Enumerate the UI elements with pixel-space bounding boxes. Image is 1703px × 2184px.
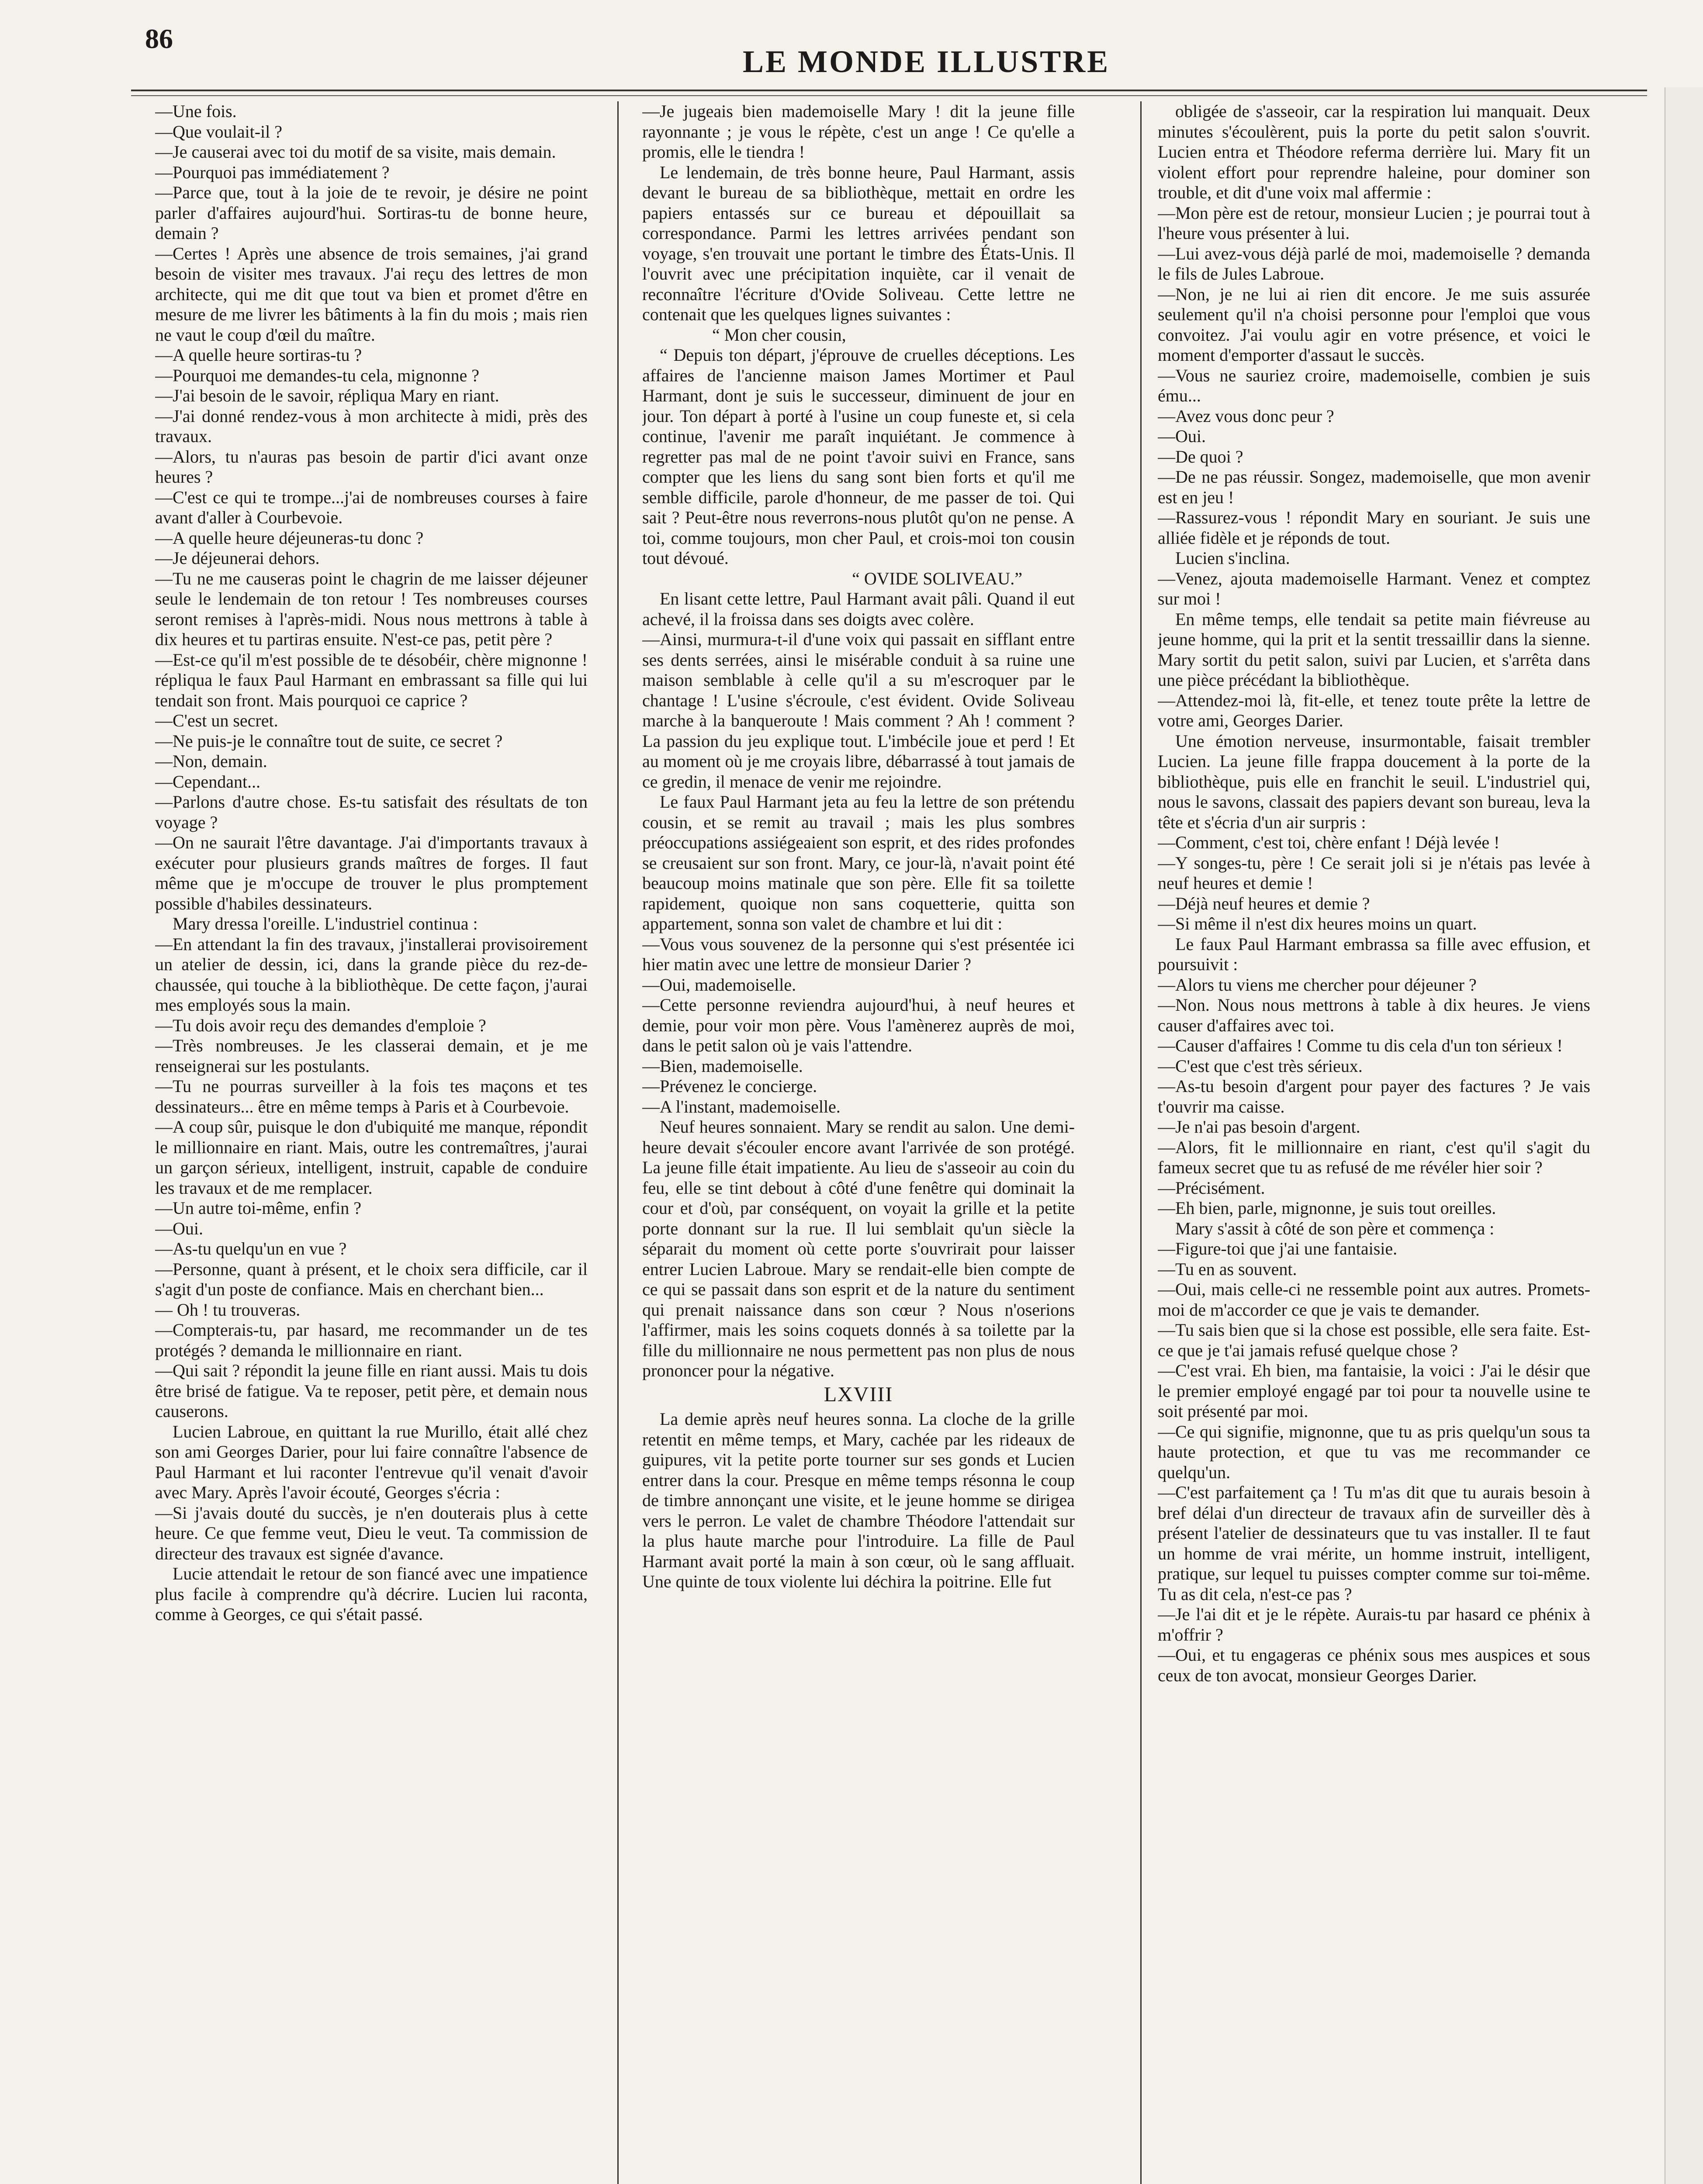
header-rule-thin	[131, 95, 1647, 96]
paragraph: —As-tu quelqu'un en vue ?	[155, 1239, 347, 1258]
paragraph: —C'est parfaitement ça ! Tu m'as dit que tu aurais besoin à bref délai d'un directeur de travaux afin de surveiller dès à présent l'atelier de dessinateurs que tu vas installer. Il te faut un homme de vrai mérite, un homme instruit, intelligent, pratique, sur lequel tu puisses compter comme sur toi-même. Tu as dit cela, n'est-ce pas ?	[1158, 1482, 1590, 1604]
paragraph: Une émotion nerveuse, insurmontable, faisait trembler Lucien. La jeune fille frappa doucement à la porte de la bibliothèque, puis elle en franchit le seuil. L'industriel qui, nous le savons, classait des papiers devant son bureau, leva la tête et s'écria d'un air surpris :	[1158, 731, 1590, 832]
paragraph: —Je jugeais bien mademoiselle Mary ! dit la jeune fille rayonnante ; je vous le répète, c'est un ange ! Ce qu'elle a promis, elle le tiendra !	[642, 101, 1075, 162]
paragraph: La demie après neuf heures sonna. La cloche de la grille retentit en même temps, et Mary, cachée par les rideaux de guipures, vit la petite porte tourner sur ses gonds et Lucien entrer dans la cour. Presque en même temps résonna le coup de timbre annonçant une visite, et le jeune homme se dirigea vers le perron. Le valet de chambre Théodore l'attendait sur la plus haute marche pour l'introduire. La fille de Paul Harmant avait porté la main à son cœur, où le sang affluait. Une quinte de toux violente lui déchira la poitrine. Elle fut	[642, 1409, 1075, 1591]
paragraph: —Une fois.	[155, 101, 237, 121]
paragraph: —Est-ce qu'il m'est possible de te désobéir, chère mignonne ! répliqua le faux Paul Harmant en embrassant sa fille qui lui tendait son front. Mais pourquoi ce caprice ?	[155, 650, 588, 710]
paragraph: —Rassurez-vous ! répondit Mary en souriant. Je suis une alliée fidèle et je réponds de tout.	[1158, 508, 1590, 548]
paragraph: —J'ai besoin de le savoir, répliqua Mary en riant.	[155, 386, 499, 405]
paragraph: —Non, demain.	[155, 751, 267, 771]
header-rule	[131, 90, 1647, 91]
paragraph: —De ne pas réussir. Songez, mademoiselle, que mon avenir est en jeu !	[1158, 467, 1590, 507]
paragraph: —Précisément.	[1158, 1178, 1265, 1198]
paragraph: —Venez, ajouta mademoiselle Harmant. Venez et comptez sur moi !	[1158, 568, 1590, 608]
paragraph: —Certes ! Après une absence de trois semaines, j'ai grand besoin de visiter mes travaux. J'ai reçu des lettres de mon architecte, qui me dit que tout va bien et promet d'être en mesure de me livrer les bâtiments à la fin du mois ; mais rien ne vaut le coup d'œil du maître.	[155, 243, 588, 345]
paragraph: Mary dressa l'oreille. L'industriel continua :	[173, 914, 478, 933]
paragraph: —A quelle heure sortiras-tu ?	[155, 345, 362, 365]
paragraph: —Mon père est de retour, monsieur Lucien ; je pourrai tout à l'heure vous présenter à lui.	[1158, 203, 1590, 243]
paragraph: —Avez vous donc peur ?	[1158, 406, 1334, 426]
paragraph: Mary s'assit à côté de son père et commença :	[1175, 1218, 1495, 1238]
text-column-3	[1158, 101, 1590, 2184]
paragraph: —Je l'ai dit et je le répète. Aurais-tu par hasard ce phénix à m'offrir ?	[1158, 1604, 1590, 1645]
masthead-title: LE MONDE ILLUSTRE	[743, 44, 1110, 79]
paragraph: —Figure-toi que j'ai une fantaisie.	[1158, 1239, 1398, 1258]
paragraph: —J'ai donné rendez-vous à mon architecte à midi, près des travaux.	[155, 406, 588, 446]
paragraph: —Cette personne reviendra aujourd'hui, à neuf heures et demie, pour voir mon père. Vous l'amènerez auprès de moi, dans le petit salon où je vais l'attendre.	[642, 995, 1075, 1055]
paragraph: “ Depuis ton départ, j'éprouve de cruelles déceptions. Les affaires de l'ancienne maison James Mortimer et Paul Harmant, dont je suis le successeur, diminuent de jour en jour. Ton départ à porté à l'usine un coup funeste et, si cela continue, l'avenir me paraît inquiétant. Je commence à regretter pas mal de ne point t'avoir suivi en France, sans compter que les liens du sang sont bien forts et qu'il me semble difficile, parole d'honneur, de me passer de toi. Qui sait ? Peut-être nous reverrons-nous plutôt qu'on ne pense. A toi, comme toujours, mon cher Paul, et crois-moi ton cousin tout dévoué.	[642, 345, 1075, 568]
paragraph: —Ne puis-je le connaître tout de suite, ce secret ?	[155, 731, 503, 751]
paragraph: Le lendemain, de très bonne heure, Paul Harmant, assis devant le bureau de sa bibliothèque, mettait en ordre les papiers entassés sur ce bureau et dépouillait sa correspondance. Parmi les lettres arrivées pendant son voyage, s'en trouvait une portant le timbre des États-Unis. Il l'ouvrit avec une précipitation inquiète, car il venait de reconnaître l'écriture d'Ovide Soliveau. Cette lettre ne contenait que les quelques lignes suivantes :	[642, 162, 1075, 324]
paragraph: Lucien s'inclina.	[1175, 548, 1290, 568]
paragraph: —As-tu besoin d'argent pour payer des factures ? Je vais t'ouvrir ma caisse.	[1158, 1076, 1590, 1116]
paragraph: —Comment, c'est toi, chère enfant ! Déjà levée !	[1158, 833, 1500, 852]
paragraph: Le faux Paul Harmant embrassa sa fille avec effusion, et poursuivit :	[1158, 934, 1590, 974]
paragraph: —Pourquoi me demandes-tu cela, mignonne ?	[155, 365, 480, 385]
paragraph: —Je n'ai pas besoin d'argent.	[1158, 1117, 1360, 1137]
paragraph: —Ainsi, murmura-t-il d'une voix qui passait en sifflant entre ses dents serrées, ainsi le misérable conduit à sa ruine une maison semblable à celle qu'il a su m'escroquer par le chantage ! L'usine s'écroule, c'est évident. Ovide Soliveau marche à la banqueroute ! Mais comment ? Ah ! comment ? La passion du jeu explique tout. L'imbécile joue et perd ! Et au moment où je me croyais libre, débarrassé à tout jamais de ce gredin, il menace de venir me rejoindre.	[642, 629, 1075, 791]
paragraph: —C'est vrai. Eh bien, ma fantaisie, la voici : J'ai le désir que le premier employé engagé par toi pour ta nouvelle usine te soit présenté par moi.	[1158, 1361, 1590, 1421]
paragraph: —C'est un secret.	[155, 711, 278, 730]
paragraph: —De quoi ?	[1158, 446, 1243, 467]
paragraph: —Compterais-tu, par hasard, me recommander un de tes protégés ? demanda le millionnaire en riant.	[155, 1320, 588, 1360]
text-column-2	[642, 101, 1075, 2184]
text-column-1	[155, 101, 588, 2184]
paragraph: —Je causerai avec toi du motif de sa visite, mais demain.	[155, 142, 556, 162]
paragraph: —Tu dois avoir reçu des demandes d'emploie ?	[155, 1015, 486, 1035]
column-rule-right	[1140, 101, 1142, 2184]
paragraph: —Vous ne sauriez croire, mademoiselle, combien je suis ému...	[1158, 365, 1590, 405]
paragraph: —Ce qui signifie, mignonne, que tu as pris quelqu'un sous ta haute protection, et que tu vas me recommander ce quelqu'un.	[1158, 1421, 1590, 1482]
page-number: 86	[145, 23, 173, 54]
letter-salutation: “ Mon cher cousin,	[712, 325, 846, 345]
paragraph: —A coup sûr, puisque le don d'ubiquité me manque, répondit le millionnaire en riant. Mais, outre les contremaîtres, j'aurai un garçon sérieux, intelligent, instruit, capable de conduire les travaux et de me remplacer.	[155, 1117, 588, 1198]
paragraph: —Un autre toi-même, enfin ?	[155, 1198, 362, 1218]
paragraph: —Que voulait-il ?	[155, 121, 283, 142]
paragraph: —Déjà neuf heures et demie ?	[1158, 893, 1370, 913]
paragraph: —Eh bien, parle, mignonne, je suis tout oreilles.	[1158, 1198, 1496, 1218]
paragraph: —Alors, tu n'auras pas besoin de partir d'ici avant onze heures ?	[155, 446, 588, 487]
paragraph: —Attendez-moi là, fit-elle, et tenez toute prête la lettre de votre ami, Georges Darier.	[1158, 690, 1590, 730]
paragraph: —Très nombreuses. Je les classerai demain, et je me renseignerai sur les postulants.	[155, 1036, 588, 1076]
paragraph: —Oui.	[1158, 426, 1206, 446]
paragraph: —Tu sais bien que si la chose est possible, elle sera faite. Est-ce que je t'ai jamais refusé quelque chose ?	[1158, 1320, 1590, 1360]
adjacent-page-edge	[1665, 87, 1703, 2184]
paragraph: —On ne saurait l'être davantage. J'ai d'importants travaux à exécuter pour plusieurs grands maîtres de forges. Il faut même que je m'occupe de trouver le plus promptement possible d'habiles dessinateurs.	[155, 833, 588, 913]
paragraph: Lucie attendait le retour de son fiancé avec une impatience plus facile à comprendre qu'à décrire. Lucien lui raconta, comme à Georges, ce qui s'était passé.	[155, 1564, 588, 1624]
paragraph: —Vous vous souvenez de la personne qui s'est présentée ici hier matin avec une lettre de monsieur Darier ?	[642, 934, 1075, 974]
paragraph: obligée de s'asseoir, car la respiration lui manquait. Deux minutes s'écoulèrent, puis la porte du petit salon s'ouvrit. Lucien entra et Théodore referma derrière lui. Mary fit un violent effort pour reprendre haleine, pour dominer son trouble, et dit d'une voix mal affermie :	[1158, 101, 1590, 202]
column-rule-left	[617, 101, 619, 2184]
paragraph: —Je déjeunerai dehors.	[155, 548, 320, 568]
paragraph: Le faux Paul Harmant jeta au feu la lettre de son prétendu cousin, et se remit au travail ; mais les plus sombres préoccupations assiégeaient son esprit, et des rides profondes se creusaient sur son front. Mary, ce jour-là, n'avait point été beaucoup moins matinale que son père. Elle fit sa toilette rapidement, quoique non sans coquetterie, quitta son appartement, sonna son valet de chambre et lui dit :	[642, 792, 1075, 933]
paragraph: —Alors, fit le millionnaire en riant, c'est qu'il s'agit du fameux secret que tu as refusé de me révéler hier soir ?	[1158, 1137, 1590, 1177]
paragraph: —Oui.	[155, 1218, 203, 1238]
paragraph: —Tu en as souvent.	[1158, 1259, 1297, 1279]
paragraph: —Parce que, tout à la joie de te revoir, je désire ne point parler d'affaires aujourd'hui. Sortiras-tu de bonne heure, demain ?	[155, 183, 588, 243]
paragraph: —En attendant la fin des travaux, j'installerai provisoirement un atelier de dessin, ici, dans la grande pièce du rez-de-chaussée, qui touche à la bibliothèque. De cette façon, j'aurai mes employés sous la main.	[155, 934, 588, 1015]
paragraph: —Cependant...	[155, 771, 261, 791]
paragraph: —C'est ce qui te trompe...j'ai de nombreuses courses à faire avant d'aller à Courbevoie.	[155, 487, 588, 527]
paragraph: En même temps, elle tendait sa petite main fiévreuse au jeune homme, qui la prit et la sentit tressaillir dans la sienne. Mary sortit du petit salon, suivi par Lucien, et s'arrêta dans une pièce précédant la bibliothèque.	[1158, 609, 1590, 690]
paragraph: — Oh ! tu trouveras.	[155, 1299, 301, 1320]
paragraph: Lucien Labroue, en quittant la rue Murillo, était allé chez son ami Georges Darier, pour lui faire connaître l'absence de Paul Harmant et lui raconter l'entrevue qu'il venait d'avoir avec Mary. Après l'avoir écouté, Georges s'écria :	[155, 1421, 588, 1502]
paragraph: —Si j'avais douté du succès, je n'en douterais plus à cette heure. Ce que femme veut, Dieu le veut. Ta commission de directeur des travaux est signée d'avance.	[155, 1503, 588, 1563]
paragraph: —Si même il n'est dix heures moins un quart.	[1158, 914, 1477, 933]
paragraph: —Causer d'affaires ! Comme tu dis cela d'un ton sérieux !	[1158, 1036, 1563, 1055]
chapter-heading: LXVIII	[824, 1382, 893, 1406]
paragraph: —Prévenez le concierge.	[642, 1076, 817, 1096]
paragraph: —Bien, mademoiselle.	[642, 1056, 803, 1076]
paragraph: —Qui sait ? répondit la jeune fille en riant aussi. Mais tu dois être brisé de fatigue. Va te reposer, petit père, et demain nous causerons.	[155, 1361, 588, 1421]
paragraph: —Oui, et tu engageras ce phénix sous mes auspices et sous ceux de ton avocat, monsieur Georges Darier.	[1158, 1645, 1590, 1685]
paragraph: —Personne, quant à présent, et le choix sera difficile, car il s'agit d'un poste de confiance. Mais en cherchant bien...	[155, 1259, 588, 1299]
paragraph: —Non. Nous nous mettrons à table à dix heures. Je viens causer d'affaires avec toi.	[1158, 995, 1590, 1035]
paragraph: —C'est que c'est très sérieux.	[1158, 1056, 1363, 1076]
paragraph: En lisant cette lettre, Paul Harmant avait pâli. Quand il eut achevé, il la froissa dans ses doigts avec colère.	[642, 589, 1075, 629]
paragraph: —Oui, mais celle-ci ne ressemble point aux autres. Promets-moi de m'accorder ce que je vais te demander.	[1158, 1279, 1590, 1320]
paragraph: —Pourquoi pas immédiatement ?	[155, 162, 390, 182]
paragraph: —Lui avez-vous déjà parlé de moi, mademoiselle ? demanda le fils de Jules Labroue.	[1158, 243, 1590, 283]
paragraph: —Y songes-tu, père ! Ce serait joli si je n'étais pas levée à neuf heures et demie !	[1158, 853, 1590, 893]
paragraph: Neuf heures sonnaient. Mary se rendit au salon. Une demi-heure devait s'écouler encore avant l'arrivée de son protégé. La jeune fille était impatiente. Au lieu de s'asseoir au coin du feu, elle se tint debout à côté d'une fenêtre qui dominait la cour et d'où, par conséquent, on voyait la grille et la petite porte donnant sur la rue. Il lui semblait qu'un siècle la séparait du moment où cette porte s'ouvrirait pour laisser entrer Lucien Labroue. Mary se rendait-elle bien compte de ce qui se passait dans son esprit et de la nature du sentiment qui prenait naissance dans son cœur ? Nous n'oserions l'affirmer, mais les soins coquets donnés à sa toilette par la fille du millionnaire ne nous permettent pas non plus de nous prononcer pour la négative.	[642, 1117, 1075, 1380]
paragraph: —Oui, mademoiselle.	[642, 975, 796, 995]
paragraph: —A quelle heure déjeuneras-tu donc ?	[155, 528, 424, 548]
paragraph: —A l'instant, mademoiselle.	[642, 1096, 841, 1116]
paragraph: —Tu ne pourras surveiller à la fois tes maçons et tes dessinateurs... être en même temps à Paris et à Courbevoie.	[155, 1076, 588, 1116]
paragraph: —Parlons d'autre chose. Es-tu satisfait des résultats de ton voyage ?	[155, 792, 588, 832]
paragraph: —Alors tu viens me chercher pour déjeuner ?	[1158, 975, 1477, 995]
paragraph: —Tu ne me causeras point le chagrin de me laisser déjeuner seule le lendemain de ton retour ! Tes nombreuses courses seront remises à l'après-midi. Nous nous mettrons à table à dix heures et tu partiras ensuite. N'est-ce pas, petit père ?	[155, 568, 588, 649]
paragraph: —Non, je ne lui ai rien dit encore. Je me suis assurée seulement qu'il n'a choisi personne pour l'emploi que vous convoitez. J'ai voulu agir en votre présence, et voici le moment d'emporter d'assaut le succès.	[1158, 284, 1590, 365]
letter-signature: “ OVIDE SOLIVEAU.”	[852, 568, 1022, 588]
